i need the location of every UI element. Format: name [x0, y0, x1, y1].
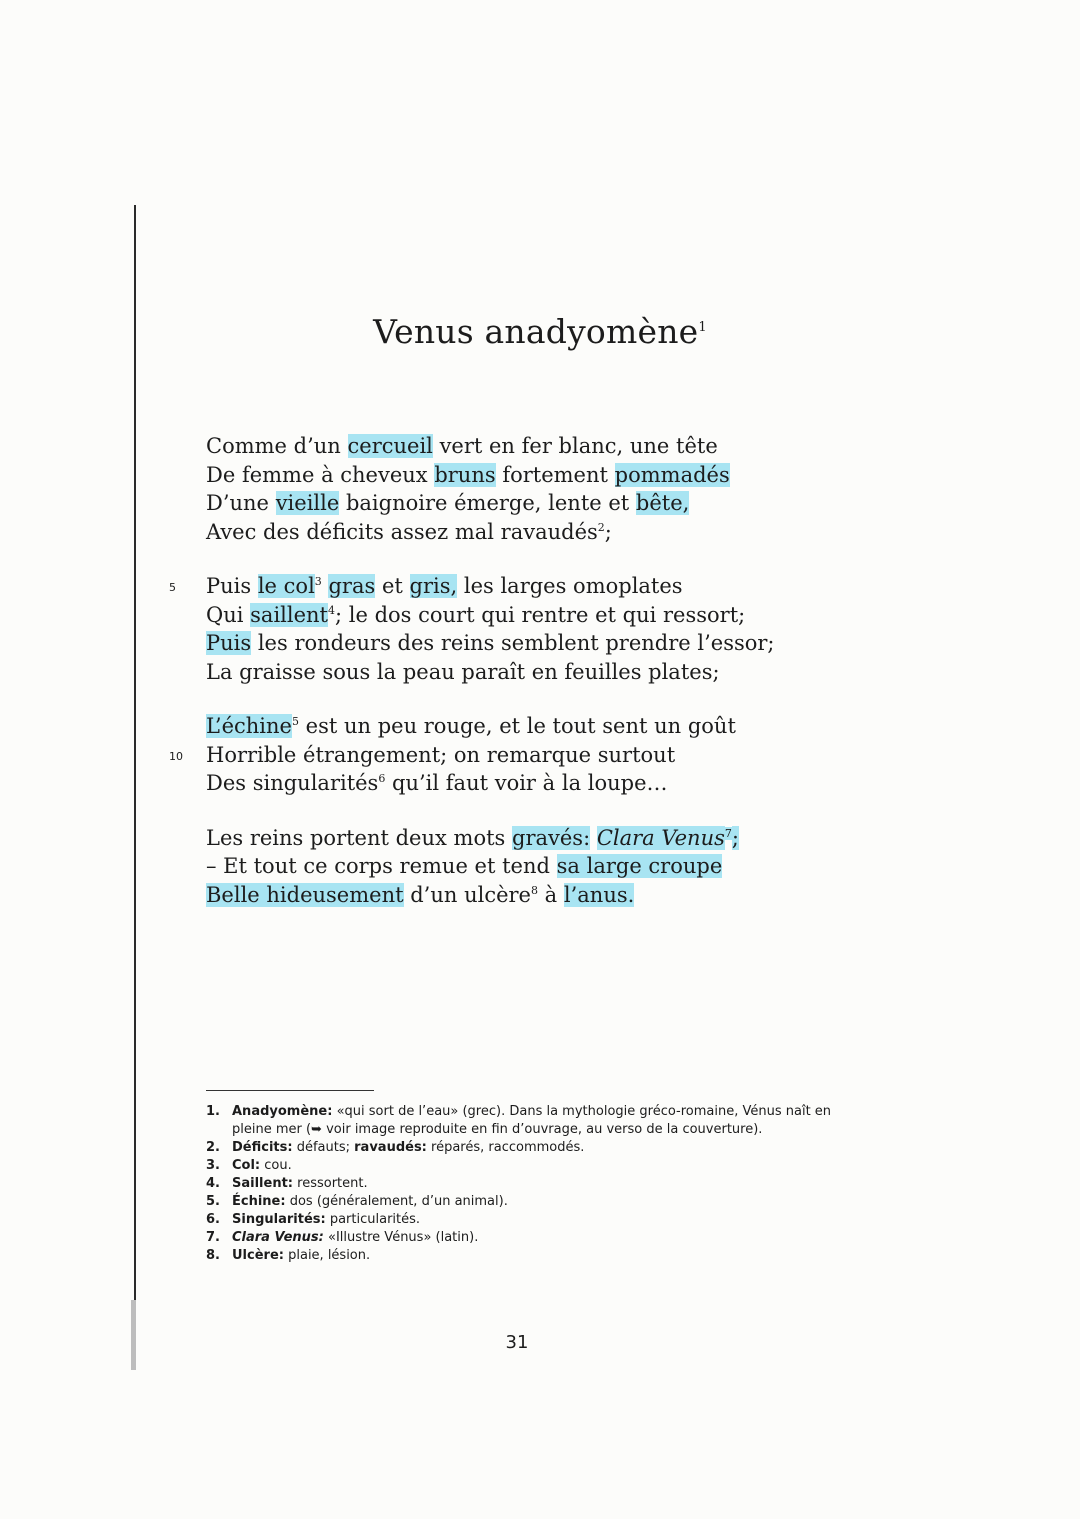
verse-text: à — [544, 882, 558, 907]
highlighted-word: Puis — [206, 631, 252, 655]
footnote-text: dos (généralement, d’un animal). — [289, 1194, 508, 1209]
verse-text: est un peu rouge, et le tout sent un goût — [305, 714, 736, 738]
verse-9 — [206, 712, 826, 741]
stanza-3 — [169, 712, 826, 798]
footnote-text: cou. — [264, 1158, 292, 1173]
highlighted-word: ; — [731, 825, 739, 850]
highlighted-word: saillent — [250, 602, 328, 627]
verse-2 — [206, 461, 826, 490]
verse-text: Puis — [206, 574, 252, 598]
footnote-term: Clara Venus: — [232, 1230, 324, 1245]
verse-text: fortement — [502, 462, 608, 487]
title-note-ref: 1 — [698, 320, 707, 335]
footnote-5 — [206, 1193, 836, 1211]
footnote-number: 8. — [206, 1248, 220, 1263]
footnote-number: 6. — [206, 1212, 220, 1227]
footnote-number: 1. — [206, 1104, 220, 1119]
verse-10 — [169, 741, 826, 770]
footnote-number: 7. — [206, 1230, 220, 1245]
footnote-8 — [206, 1247, 836, 1265]
highlighted-word: gris, — [409, 574, 458, 598]
verse-text: baignoire émerge, lente et — [345, 491, 630, 515]
verse-13 — [206, 852, 826, 881]
footnote-number: 5. — [206, 1194, 220, 1209]
verse-text: ; — [604, 519, 612, 544]
highlighted-word: : — [583, 825, 591, 850]
verse-5 — [169, 572, 826, 601]
verse-4 — [206, 518, 826, 547]
footnote-term: Saillent: — [232, 1176, 293, 1191]
verse-text: ; le dos court qui rentre et qui ressort; — [335, 602, 746, 627]
footnote-ref: 3 — [314, 575, 322, 588]
footnote-1 — [206, 1103, 836, 1139]
highlighted-word: bruns — [434, 462, 496, 487]
footnote-ref: 7 — [724, 826, 732, 840]
verse-12 — [206, 824, 826, 853]
title-text: Venus anadyomène — [373, 312, 699, 351]
footnote-ref: 4 — [328, 603, 335, 617]
verse-text: Comme d’un — [206, 434, 341, 458]
footnote-number: 4. — [206, 1176, 220, 1191]
footnote-term: Déficits: — [232, 1140, 293, 1155]
verse-text: Qui — [206, 602, 244, 627]
verse-text: d’un ulcère — [410, 882, 531, 907]
footnote-6 — [206, 1211, 836, 1229]
poem-body — [169, 432, 826, 935]
highlighted-word: le col — [257, 574, 315, 598]
footnote-rule — [206, 1090, 374, 1091]
highlighted-word: l’anus. — [563, 882, 635, 907]
verse-6 — [206, 601, 826, 630]
verse-text: les larges omoplates — [463, 574, 683, 598]
footnote-text: «qui sort de l’eau» (grec). Dans la mythologie gréco-romaine, Vénus naît en pleine mer (➥ voir image reproduite en fin d’ouvrage, au verso de la couverture). — [232, 1104, 832, 1137]
verse-text: Des singularités — [206, 771, 379, 795]
highlighted-word: sa large croupe — [556, 854, 723, 878]
highlighted-word: vieille — [275, 491, 340, 515]
verse-text: La graisse sous la peau paraît en feuilles plates; — [206, 659, 720, 684]
highlighted-word: cercueil — [347, 434, 433, 458]
verse-14 — [206, 881, 826, 910]
footnote-text: réparés, raccommodés. — [431, 1140, 585, 1155]
footnote-ref: 6 — [378, 772, 386, 785]
stanza-2 — [169, 572, 826, 686]
verse-1 — [206, 432, 826, 461]
footnote-4 — [206, 1175, 836, 1193]
verse-text: Horrible étrangement; on remarque surtout — [206, 742, 676, 767]
page-number: 31 — [505, 1332, 529, 1353]
footnote-number: 2. — [206, 1140, 220, 1155]
footnote-ref: 5 — [291, 715, 299, 728]
verse-8 — [206, 658, 826, 687]
footnote-text: plaie, lésion. — [288, 1248, 371, 1263]
footnote-ref: 8 — [530, 883, 538, 897]
footnote-text: «Illustre Vénus» (latin). — [328, 1230, 479, 1245]
footnote-text: particularités. — [329, 1212, 421, 1227]
highlighted-latin: Clara Venus — [596, 825, 725, 850]
verse-text: – Et tout ce corps remue et tend — [206, 854, 550, 878]
footnote-term: Échine: — [232, 1194, 286, 1209]
footnote-term: ravaudés: — [354, 1140, 427, 1155]
verse-text: D’une — [206, 491, 269, 515]
line-number: 10 — [169, 749, 183, 763]
highlighted-word: pommadés — [614, 462, 730, 487]
footnote-ref: 2 — [597, 520, 605, 534]
verse-text: De femme à cheveux — [206, 462, 428, 487]
verse-text: et — [381, 574, 403, 598]
footnote-3 — [206, 1157, 836, 1175]
poem-title — [0, 312, 1080, 351]
footnotes — [206, 1103, 836, 1265]
stanza-4 — [206, 824, 826, 910]
highlighted-word: bête, — [635, 491, 690, 515]
verse-text: vert en fer blanc, une tête — [439, 434, 718, 458]
footnote-2 — [206, 1139, 836, 1157]
verse-3 — [206, 489, 826, 518]
highlighted-word: gravés — [512, 825, 584, 850]
highlighted-word: L’échine — [206, 714, 292, 738]
verse-text: Avec des déficits assez mal ravaudés — [206, 519, 598, 544]
line-number: 5 — [169, 581, 176, 594]
binding-shadow-line — [134, 205, 136, 1370]
footnote-number: 3. — [206, 1158, 220, 1173]
highlighted-word: Belle hideusement — [206, 882, 404, 907]
footnote-7 — [206, 1229, 836, 1247]
footnote-text: ressortent. — [297, 1176, 368, 1191]
footnote-term: Ulcère: — [232, 1248, 284, 1263]
footnote-term: Col: — [232, 1158, 261, 1173]
verse-11 — [206, 769, 826, 798]
stanza-1 — [206, 432, 826, 546]
footnote-text: défauts; — [296, 1140, 350, 1155]
footnote-term: Anadyomène: — [232, 1104, 333, 1119]
verse-7 — [206, 629, 826, 658]
verse-text: qu’il faut voir à la loupe… — [392, 771, 668, 795]
highlighted-word: gras — [328, 574, 376, 598]
footnote-term: Singularités: — [232, 1212, 326, 1227]
verse-text: Les reins portent deux mots — [206, 825, 506, 850]
verse-text: les rondeurs des reins semblent prendre l’essor; — [257, 631, 775, 655]
